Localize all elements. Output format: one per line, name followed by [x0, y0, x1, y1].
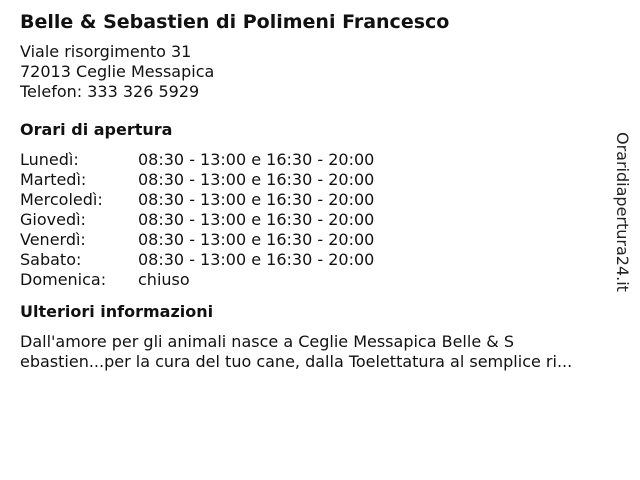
- postal-city-line: 72013 Ceglie Messapica: [20, 62, 215, 81]
- hours-row-thursday: [20, 210, 374, 230]
- more-info-heading: Ulteriori informazioni: [20, 302, 214, 321]
- hours-row-friday: [20, 230, 374, 250]
- day-hours: 08:30 - 13:00 e 16:30 - 20:00: [138, 150, 375, 169]
- day-hours: 08:30 - 13:00 e 16:30 - 20:00: [138, 170, 375, 189]
- opening-hours-table: [20, 150, 374, 290]
- info-line: ebastien...per la cura del tuo cane, dalla Toelettatura al semplice ri...: [20, 352, 573, 371]
- hours-row-wednesday: [20, 190, 374, 210]
- hours-row-saturday: [20, 250, 374, 270]
- day-hours: 08:30 - 13:00 e 16:30 - 20:00: [138, 230, 375, 249]
- day-hours: chiuso: [138, 270, 190, 289]
- business-name: Belle & Sebastien di Polimeni Francesco: [20, 11, 450, 33]
- day-label: Martedì:: [20, 170, 87, 189]
- day-label: Giovedì:: [20, 210, 86, 229]
- hours-row-tuesday: [20, 170, 374, 190]
- day-label: Sabato:: [20, 250, 82, 269]
- day-label: Venerdì:: [20, 230, 86, 249]
- day-label: Lunedì:: [20, 150, 79, 169]
- contact-block: [20, 42, 620, 102]
- opening-hours-heading: Orari di apertura: [20, 120, 173, 139]
- day-hours: 08:30 - 13:00 e 16:30 - 20:00: [138, 190, 375, 209]
- site-watermark: Oraridiapertura24.it: [613, 132, 632, 292]
- hours-row-sunday: [20, 270, 374, 290]
- day-hours: 08:30 - 13:00 e 16:30 - 20:00: [138, 210, 375, 229]
- phone-line: Telefon: 333 326 5929: [20, 82, 200, 101]
- day-label: Domenica:: [20, 270, 107, 289]
- day-hours: 08:30 - 13:00 e 16:30 - 20:00: [138, 250, 375, 269]
- info-line: Dall'amore per gli animali nasce a Ceglie Messapica Belle & S: [20, 332, 514, 351]
- more-info-text: [20, 332, 620, 372]
- hours-row-monday: [20, 150, 374, 170]
- address-line: Viale risorgimento 31: [20, 42, 192, 61]
- day-label: Mercoledì:: [20, 190, 103, 209]
- business-card: [20, 10, 620, 372]
